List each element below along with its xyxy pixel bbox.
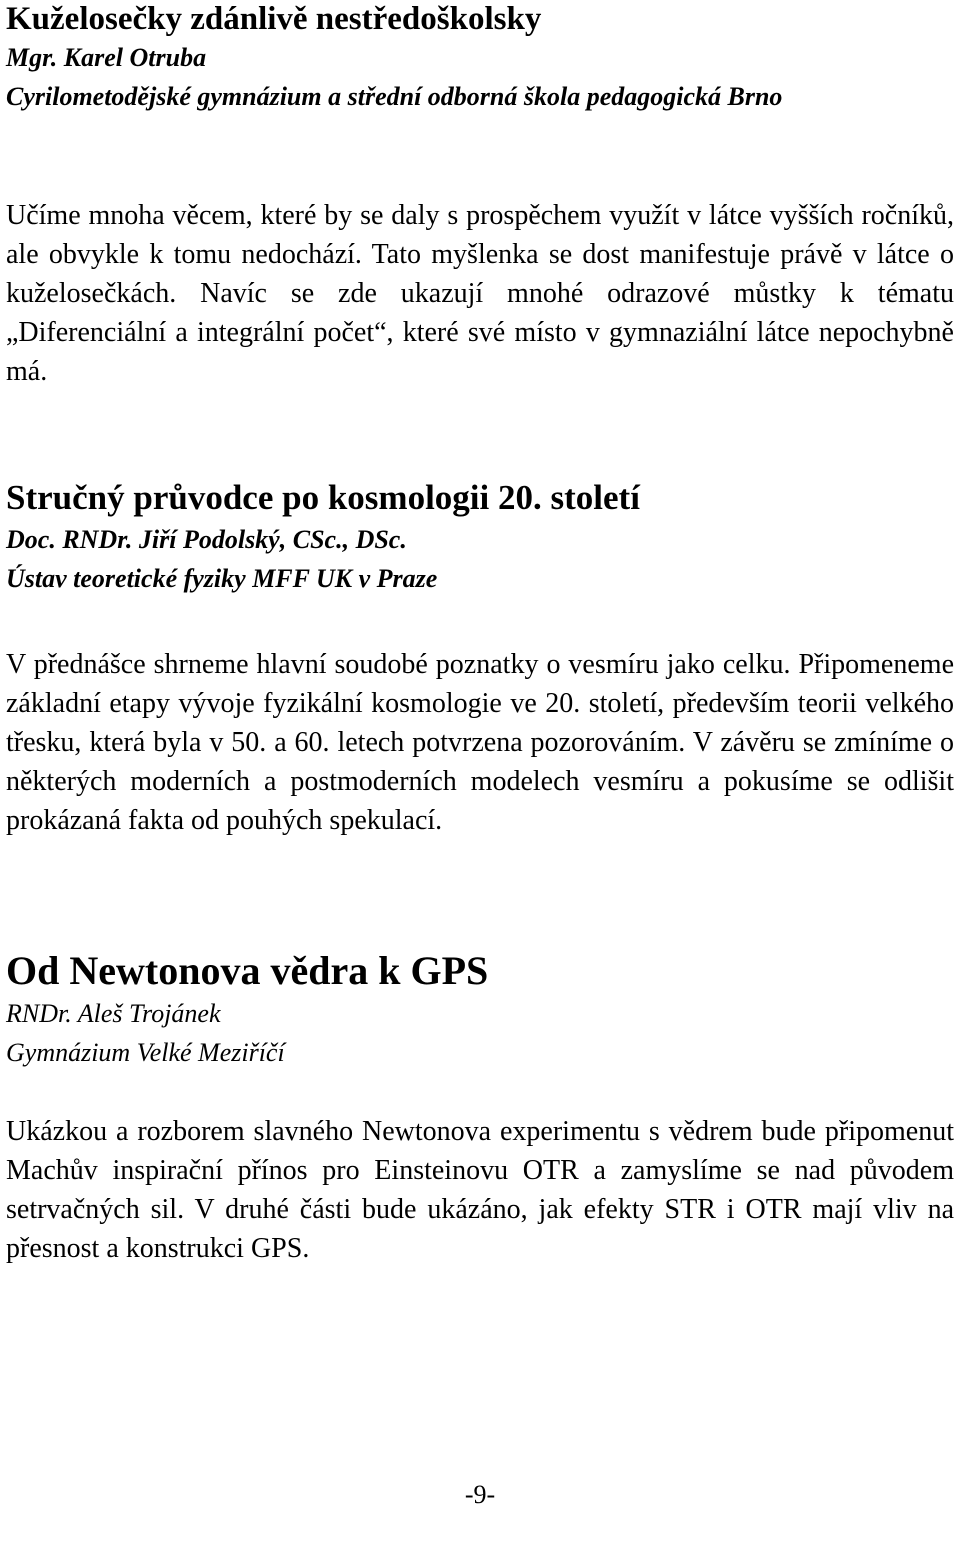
abstract-section-2 bbox=[6, 476, 954, 598]
institution-name: Cyrilometodějské gymnázium a střední odborná škola pedagogická Brno bbox=[6, 82, 783, 111]
abstract-section-3 bbox=[6, 948, 954, 1072]
institution-name: Gymnázium Velké Meziříčí bbox=[6, 1038, 285, 1067]
author-name: Doc. RNDr. Jiří Podolský, CSc., DSc. bbox=[6, 525, 407, 554]
institution-name: Ústav teoretické fyziky MFF UK v Praze bbox=[6, 564, 438, 593]
page-number: -9- bbox=[464, 1480, 496, 1509]
author-name: Mgr. Karel Otruba bbox=[6, 43, 207, 72]
author-name: RNDr. Aleš Trojánek bbox=[6, 999, 221, 1028]
abstract-paragraph: V přednášce shrneme hlavní soudobé poznatky o vesmíru jako celku. Připomeneme základní etapy vývoje fyzikální kosmologie ve 20. století, především teorii velkého třesku, která byla v 50. a 60. letech potvrzena pozorováním. V závěru se zmíníme o některých moderních a postmoderních modelech vesmíru a pokusíme se odlišit prokázaná fakta od pouhých spekulací. bbox=[6, 649, 954, 836]
section-title: Stručný průvodce po kosmologii 20. století bbox=[6, 478, 640, 517]
abstract-paragraph: Ukázkou a rozborem slavného Newtonova experimentu s vědrem bude připomenut Machův inspirační přínos pro Einsteinovu OTR a zamyslíme se nad původem setrvačných sil. V druhé části bude ukázáno, jak efekty STR i OTR mají vliv na přesnost a konstrukci GPS. bbox=[6, 1116, 954, 1264]
abstract-section-1 bbox=[6, 0, 954, 116]
section-title: Od Newtonova vědra k GPS bbox=[6, 948, 489, 993]
abstract-paragraph: Učíme mnoha věcem, které by se daly s prospěchem využít v látce vyšších ročníků, ale obvykle k tomu nedochází. Tato myšlenka se dost manifestuje právě v látce o kuželosečkách. Navíc se zde ukazují mnohé odrazové můstky k tématu „Diferenciální a integrální počet“, které své místo v gymnaziální látce nepochybně má. bbox=[6, 200, 954, 387]
section-title: Kuželosečky zdánlivě nestředoškolsky bbox=[6, 1, 542, 37]
